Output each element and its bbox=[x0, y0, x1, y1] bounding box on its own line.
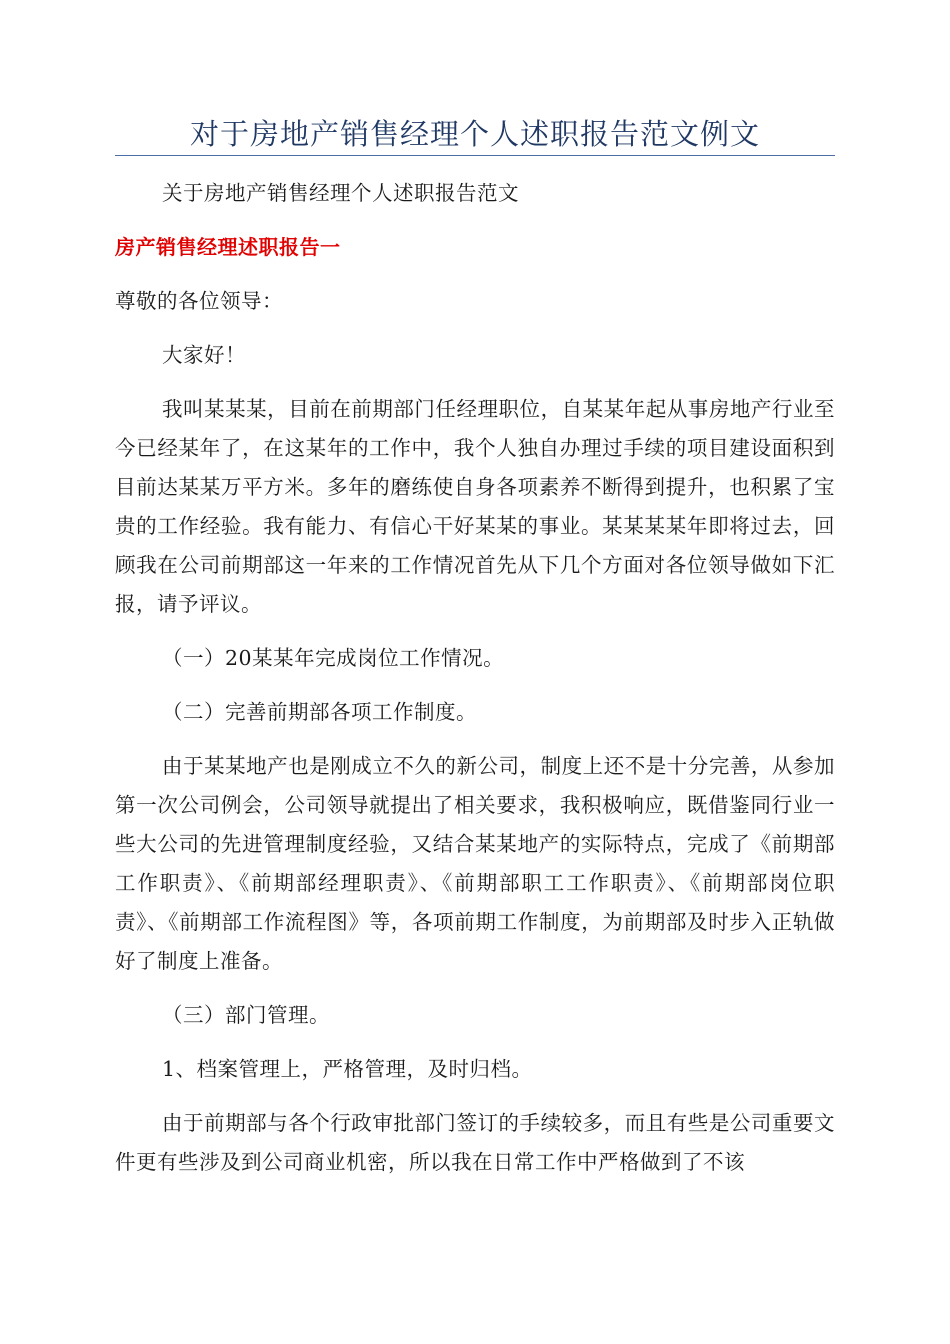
paragraph-system-improvement: 由于某某地产也是刚成立不久的新公司，制度上还不是十分完善，从参加第一次公司例会，公司领导就提出了相关要求，我积极响应，既借鉴同行业一些大公司的先进管理制度经验，又结合某某地产的实际特点，完成了《前期部工作职责》、《前期部经理职责》、《前期部职工工作职责》、《前期部岗位职责》、《前期部工作流程图》等，各项前期工作制度，为前期部及时步入正轨做好了制度上准备。 bbox=[115, 754, 835, 973]
greeting: 大家好！ bbox=[162, 343, 246, 367]
document-subtitle: 关于房地产销售经理个人述职报告范文 bbox=[162, 181, 519, 205]
paragraph-archive-management: 1、档案管理上，严格管理，及时归档。 bbox=[162, 1057, 533, 1081]
salutation: 尊敬的各位领导： bbox=[115, 289, 283, 313]
section-heading: 房产销售经理述职报告一 bbox=[115, 235, 341, 259]
paragraph-item-two: （二）完善前期部各项工作制度。 bbox=[162, 700, 477, 724]
document-title: 对于房地产销售经理个人述职报告范文例文 bbox=[189, 117, 760, 151]
document-body bbox=[115, 174, 835, 1197]
paragraph-archive-details: 由于前期部与各个行政审批部门签订的手续较多，而且有些是公司重要文件更有些涉及到公司商业机密，所以我在日常工作中严格做到了不该 bbox=[115, 1111, 835, 1174]
paragraph-introduction: 我叫某某某，目前在前期部门任经理职位，自某某年起从事房地产行业至今已经某年了，在这某年的工作中，我个人独自办理过手续的项目建设面积到目前达某某万平方米。多年的磨练使自身各项素养不断得到提升，也积累了宝贵的工作经验。我有能力、有信心干好某某的事业。某某某某年即将过去，回顾我在公司前期部这一年来的工作情况首先从下几个方面对各位领导做如下汇报，请予评议。 bbox=[115, 397, 835, 616]
paragraph-item-one: （一）20某某年完成岗位工作情况。 bbox=[162, 646, 505, 670]
title-underline bbox=[115, 155, 835, 156]
paragraph-item-three: （三）部门管理。 bbox=[162, 1003, 330, 1027]
